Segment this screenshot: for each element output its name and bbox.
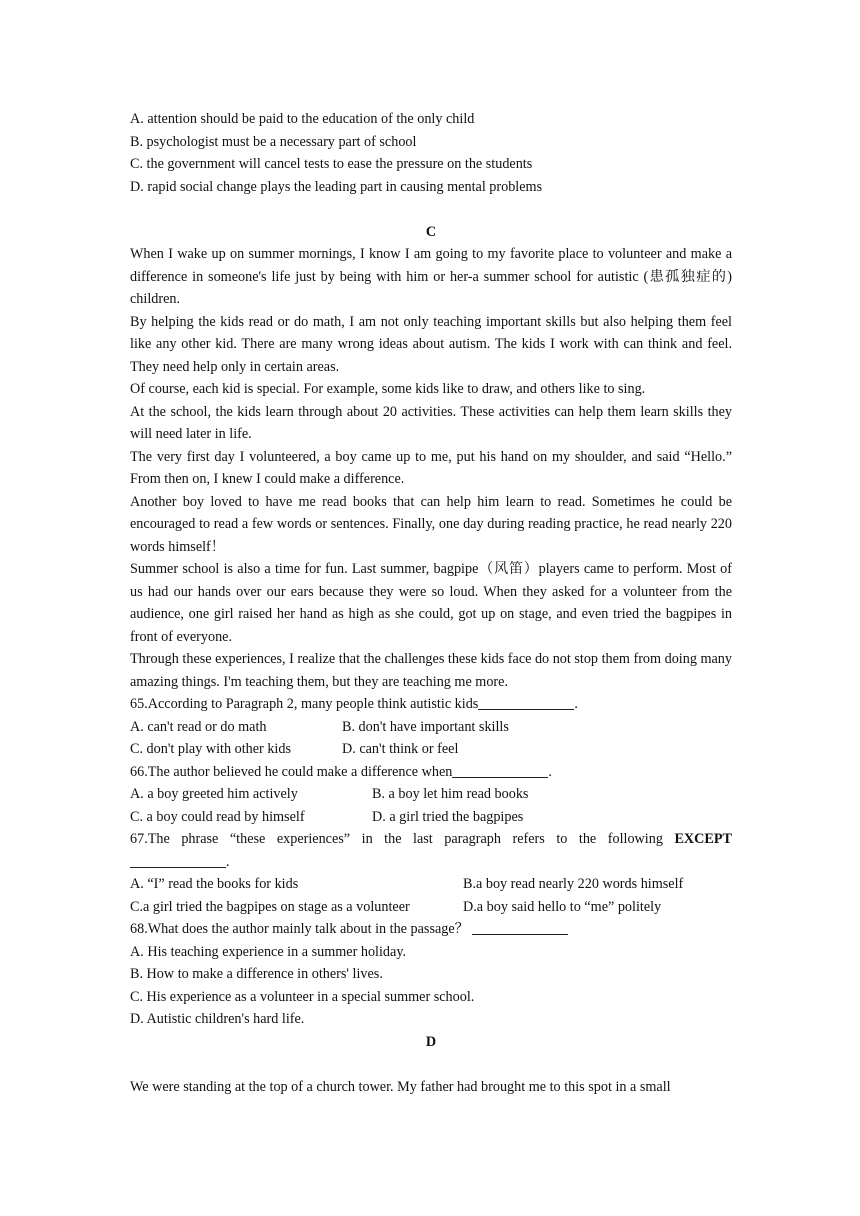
option-a: A. can't read or do math [130, 718, 267, 735]
section-heading-d: D [425, 1033, 437, 1050]
question-66 [130, 761, 732, 829]
options-row [130, 806, 732, 829]
option-d: D. Autistic children's hard life. [130, 1011, 305, 1027]
answer-blank [452, 763, 548, 778]
option-d: D. a girl tried the bagpipes [372, 808, 524, 825]
paragraph: Another boy loved to have me read books that can help him learn to read. Sometimes he could be encouraged to read a few words or sentences. Finally, one day during reading practice, he read nearly 220 words himself！ [130, 493, 732, 555]
option-b: B. a boy let him read books [372, 786, 529, 802]
option-b: B.a boy read nearly 220 words himself [463, 876, 684, 892]
question-stem: 66.The author believed he could make a difference when . [130, 763, 552, 780]
previous-question-options [130, 108, 732, 198]
option-a: A. “I” read the books for kids [130, 876, 299, 892]
option-b: B. psychologist must be a necessary part of school [130, 133, 417, 150]
answer-blank [130, 853, 226, 868]
passage-d-first-line: We were standing at the top of a church tower. My father had brought me to this spot in a small [130, 1078, 671, 1095]
answer-blank [472, 920, 568, 935]
answer-blank [478, 695, 574, 710]
question-stem: 65.According to Paragraph 2, many people think autistic kids . [130, 696, 578, 712]
options-row [130, 896, 732, 919]
option-d: D. rapid social change plays the leading part in causing mental problems [130, 178, 543, 195]
option-d: D. can't think or feel [342, 741, 459, 757]
options-row [130, 738, 732, 761]
option-c: C. don't play with other kids [130, 741, 291, 757]
paragraph: At the school, the kids learn through about 20 activities. These activities can help them learn skills they will need later in life. [130, 403, 732, 442]
question-67 [130, 828, 732, 918]
question-stem: 68.What does the author mainly talk about in the passage？ [130, 918, 732, 941]
options-row [130, 873, 732, 896]
option-a: A. His teaching experience in a summer holiday. [130, 943, 407, 960]
question-stem: 67.The phrase “these experiences” in the last paragraph refers to the following EXCEPT . [130, 831, 732, 870]
option-b: B. How to make a difference in others' lives. [130, 966, 383, 982]
option-d: D.a boy said hello to “me” politely [463, 898, 662, 915]
option-c: C. a boy could read by himself [130, 808, 305, 825]
question-68 [130, 918, 732, 1031]
spacer [130, 198, 732, 221]
document-page [130, 108, 732, 1098]
options-row [130, 783, 732, 806]
option-c: C. the government will cancel tests to ease the pressure on the students [130, 156, 533, 172]
paragraph: When I wake up on summer mornings, I know I am going to my favorite place to volunteer and make a difference in someone's life just by being with him or her-a summer school for autistic (患孤独症的) children. [130, 246, 732, 307]
question-65 [130, 693, 732, 761]
paragraph: Summer school is also a time for fun. Last summer, bagpipe（风笛）players came to perform. Most of us had our hands over our ears because they were so loud. When they asked for a volunteer from the audience, one girl raised her hand as high as she could, got up on stage, and even tried the bagpipes in front of everyone. [130, 561, 732, 645]
option-a: A. a boy greeted him actively [130, 786, 298, 802]
paragraph: By helping the kids read or do math, I am not only teaching important skills but also helping them feel like any other kid. There are many wrong ideas about autism. The kids I work with can think and feel. They need help only in certain areas. [130, 313, 732, 375]
spacer [130, 1053, 732, 1076]
passage-c [130, 243, 732, 693]
option-c: C.a girl tried the bagpipes on stage as a volunteer [130, 898, 410, 915]
option-b: B. don't have important skills [342, 718, 509, 735]
options-row [130, 716, 732, 739]
section-heading-c: C [425, 223, 437, 240]
paragraph: The very first day I volunteered, a boy came up to me, put his hand on my shoulder, and said “Hello.” From then on, I knew I could make a difference. [130, 448, 732, 487]
paragraph: Through these experiences, I realize that the challenges these kids face do not stop them from doing many amazing things. I'm teaching them, but they are teaching me more. [130, 651, 732, 690]
option-c: C. His experience as a volunteer in a special summer school. [130, 988, 475, 1005]
option-a: A. attention should be paid to the education of the only child [130, 111, 475, 127]
paragraph: Of course, each kid is special. For example, some kids like to draw, and others like to sing. [130, 381, 646, 397]
